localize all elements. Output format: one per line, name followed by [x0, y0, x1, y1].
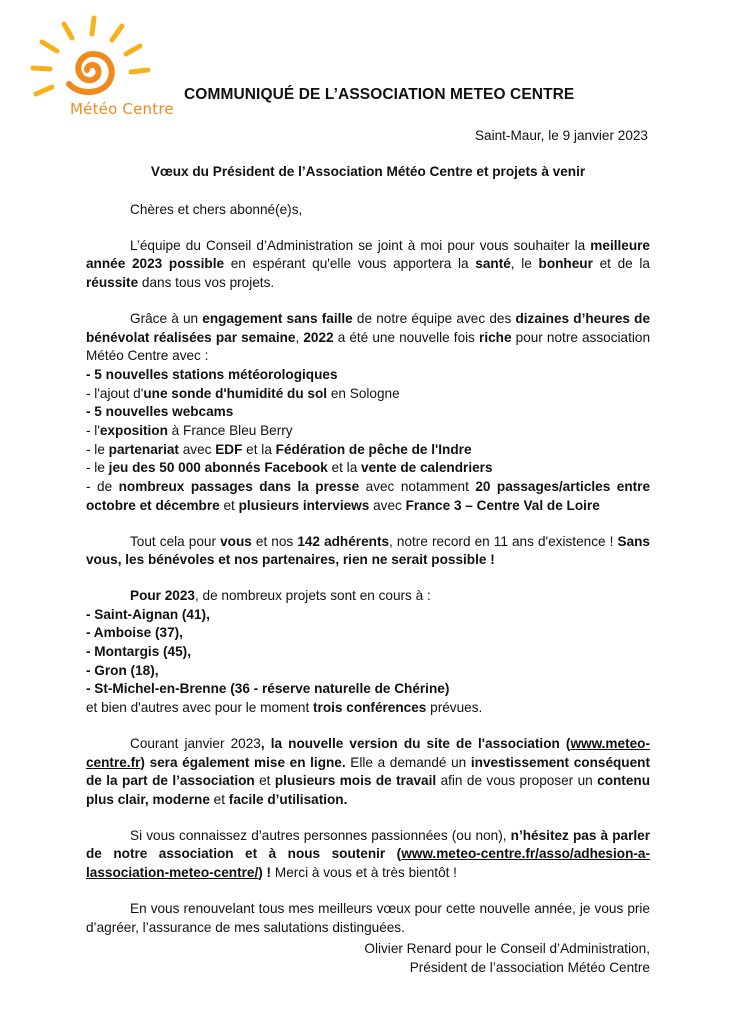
achievements-list	[86, 366, 650, 516]
paragraph-website: Courant janvier 2023, la nouvelle version du site de l'association (www.meteo-centre.fr) sera également mise en ligne. Elle a demandé un investissement conséquent de la part de l’association et plusieurs mois de travail afin de vous proposer un contenu plus clair, moderne et facile d’utilisation.	[86, 735, 651, 807]
paragraph-closing: En vous renouvelant tous mes meilleurs vœux pour cette nouvelle année, je vous prie d’agréer, l’assurance de mes salutations distinguées.	[86, 900, 650, 935]
paragraph-conferences: et bien d'autres avec pour le moment trois conférences prévues.	[86, 700, 483, 716]
projects-list	[86, 606, 650, 700]
page-title: COMMUNIQUÉ DE L’ASSOCIATION METEO CENTRE	[184, 86, 575, 103]
signature-line-1: Olivier Renard pour le Conseil d’Administration,	[364, 941, 650, 956]
subject-line: Vœux du Président de l’Association Météo Centre et projets à venir	[150, 164, 586, 179]
list-item: - Gron (18),	[86, 662, 159, 678]
letter-body	[86, 201, 650, 954]
logo-label: Météo Centre	[70, 100, 174, 118]
signature	[364, 940, 650, 977]
place-date: Saint-Maur, le 9 janvier 2023	[474, 128, 648, 143]
list-item: - 5 nouvelles stations météorologiques	[86, 366, 338, 382]
list-item: - Amboise (37),	[86, 625, 183, 641]
list-item: - l'ajout d'une sonde d'humidité du sol en Sologne	[86, 385, 400, 401]
list-item: - Saint-Aignan (41),	[86, 606, 210, 622]
list-item: - de nombreux passages dans la presse avec notamment 20 passages/articles entre octobre et décembre et plusieurs interviews avec France 3 – Centre Val de Loire	[86, 479, 651, 513]
list-item: - le partenariat avec EDF et la Fédération de pêche de l'Indre	[86, 441, 472, 457]
membership-link[interactable]: www.meteo-centre.fr/asso/adhesion-a-lassociation-meteo-centre/	[86, 846, 650, 881]
greeting: Chères et chers abonné(e)s,	[130, 202, 303, 217]
list-item: - St-Michel-en-Brenne (36 - réserve naturelle de Chérine)	[86, 681, 450, 697]
paragraph-members: Tout cela pour vous et nos 142 adhérents, notre record en 11 ans d'existence ! Sans vous, les bénévoles et nos partenaires, rien ne serait possible !	[86, 533, 650, 568]
paragraph-wishes: L’équipe du Conseil d’Administration se joint à moi pour vous souhaiter la meilleure année 2023 possible en espérant qu'elle vous apportera la santé, le bonheur et de la réussite dans tous vos projets.	[86, 237, 650, 291]
paragraph-support: Si vous connaissez d’autres personnes passionnées (ou non), n’hésitez pas à parler de notre association et à nous soutenir (www.meteo-centre.fr/asso/adhesion-a-lassociation-meteo-centre/) ! Merci à vous et à très bientôt !	[86, 827, 650, 881]
list-item: - 5 nouvelles webcams	[86, 404, 234, 420]
meteo-centre-logo	[14, 14, 174, 132]
paragraph-projects-intro: Pour 2023, de nombreux projets sont en cours à :	[130, 587, 431, 603]
list-item: - le jeu des 50 000 abonnés Facebook et la vente de calendriers	[86, 460, 493, 476]
signature-line-2: Président de l’association Météo Centre	[409, 959, 650, 975]
list-item: - l'exposition à France Bleu Berry	[86, 423, 293, 439]
list-item: - Montargis (45),	[86, 644, 191, 660]
paragraph-2022: Grâce à un engagement sans faille de notre équipe avec des dizaines d’heures de bénévolat réalisées par semaine, 2022 a été une nouvelle fois riche pour notre association Météo Centre avec :	[86, 310, 651, 364]
website-link[interactable]: www.meteo-centre.fr	[86, 735, 650, 770]
